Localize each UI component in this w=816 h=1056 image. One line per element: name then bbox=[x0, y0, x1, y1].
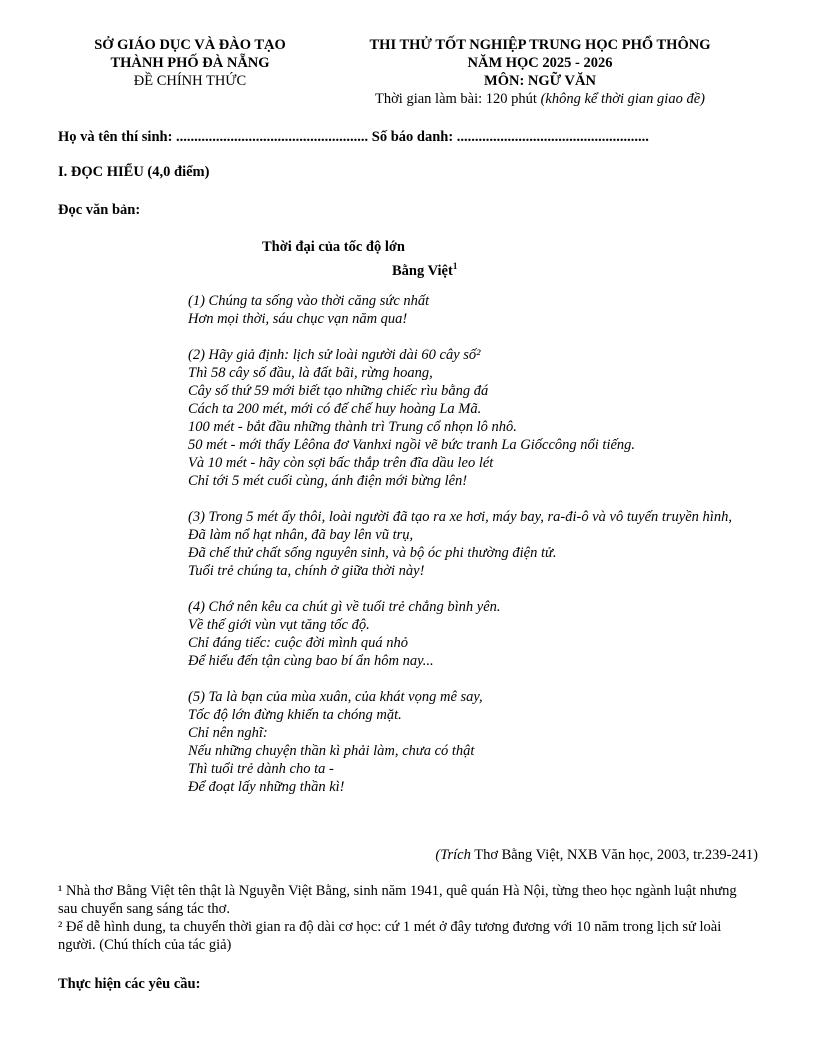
poem-line: Tốc độ lớn đừng khiến ta chóng mặt. bbox=[188, 707, 402, 723]
poem-line: Về thế giới vùn vụt tăng tốc độ. bbox=[188, 617, 370, 633]
poem-line: 100 mét - bắt đầu những thành trì Trung cổ nhọn lô nhô. bbox=[188, 419, 517, 435]
time-note: (không kể thời gian giao đề) bbox=[540, 91, 705, 107]
poem-line: Thì tuổi trẻ dành cho ta - bbox=[188, 761, 334, 777]
poem-line: (2) Hãy giả định: lịch sử loài người dài 60 cây số² bbox=[188, 347, 481, 363]
source-prefix: (Trích bbox=[435, 847, 471, 863]
poem-line: Tuổi trẻ chúng ta, chính ở giữa thời này! bbox=[188, 563, 425, 579]
poem-line: Chỉ đáng tiếc: cuộc đời mình quá nhỏ bbox=[188, 635, 408, 651]
school-year: NĂM HỌC 2025 - 2026 bbox=[467, 55, 613, 71]
poem-line: 50 mét - mới thấy Lêôna đơ Vanhxi ngồi vẽ bức tranh La Giốccông nổi tiếng. bbox=[188, 437, 636, 453]
poem-line: Để đoạt lấy những thần kì! bbox=[188, 779, 345, 795]
poem-line: Để hiểu đến tận cùng bao bí ẩn hôm nay... bbox=[188, 653, 434, 669]
poem-line: Hơn mọi thời, sáu chục vạn năm qua! bbox=[188, 311, 408, 327]
poem-line: (4) Chớ nên kêu ca chút gì về tuổi trẻ chẳng bình yên. bbox=[188, 599, 501, 615]
poem-line: Và 10 mét - hãy còn sợi bấc thắp trên đĩa dầu leo lét bbox=[188, 455, 494, 471]
poem-line: Thì 58 cây số đầu, là đất bãi, rừng hoang, bbox=[188, 365, 433, 381]
footnote-2: ² Để dễ hình dung, ta chuyển thời gian ra độ dài cơ học: cứ 1 mét ở đây tương đương với 10 năm trong lịch sử loài người. (Chú thích của tác giả) bbox=[58, 919, 722, 953]
official-label: ĐỀ CHÍNH THỨC bbox=[133, 73, 247, 89]
poem-line: Đã làm nổ hạt nhân, đã bay lên vũ trụ, bbox=[188, 527, 414, 543]
poem-line: Đã chế thử chất sống nguyên sinh, và bộ óc phi thường điện tử. bbox=[188, 545, 557, 561]
poem-line: (1) Chúng ta sống vào thời căng sức nhất bbox=[188, 293, 430, 309]
poem-body bbox=[188, 292, 763, 814]
stanza-2 bbox=[188, 346, 763, 490]
poem-line: Chỉ nên nghĩ: bbox=[188, 725, 268, 741]
header-right bbox=[330, 36, 750, 108]
read-label: Đọc văn bản: bbox=[58, 202, 141, 218]
candidate-info-line: Họ và tên thí sinh: ..................................................... Số báo danh: ..................................................... bbox=[58, 129, 649, 145]
stanza-4 bbox=[188, 598, 763, 670]
poem-title: Thời đại của tốc độ lớn bbox=[262, 239, 405, 255]
city-name: THÀNH PHỐ ĐÀ NẴNG bbox=[110, 55, 270, 71]
poem-line: Chỉ tới 5 mét cuối cùng, ánh điện mới bừng lên! bbox=[188, 473, 468, 489]
source-rest: Thơ Bằng Việt, NXB Văn học, 2003, tr.239-241) bbox=[470, 847, 758, 863]
footnote-1: ¹ Nhà thơ Bằng Việt tên thật là Nguyễn Việt Bằng, sinh năm 1941, quê quán Hà Nội, từng theo học ngành luật nhưng sau chuyển sang sáng tác thơ. bbox=[58, 883, 737, 917]
poem-author bbox=[392, 257, 457, 280]
header-left bbox=[40, 36, 340, 90]
stanza-3 bbox=[188, 508, 763, 580]
exam-title: THI THỬ TỐT NGHIỆP TRUNG HỌC PHỔ THÔNG bbox=[369, 37, 711, 53]
poem-line: Cách ta 200 mét, mới có đế chế huy hoàng La Mã. bbox=[188, 401, 482, 417]
tasks-label: Thực hiện các yêu cầu: bbox=[58, 976, 201, 992]
subject: MÔN: NGỮ VĂN bbox=[484, 73, 596, 89]
department-name: SỞ GIÁO DỤC VÀ ĐÀO TẠO bbox=[94, 37, 286, 53]
time-limit bbox=[330, 90, 750, 108]
poem-line: (5) Ta là bạn của mùa xuân, của khát vọng mê say, bbox=[188, 689, 483, 705]
time-text: Thời gian làm bài: 120 phút bbox=[375, 91, 541, 107]
author-footnote-mark: 1 bbox=[452, 261, 458, 271]
footnotes bbox=[58, 882, 758, 954]
stanza-1 bbox=[188, 292, 763, 328]
section-title: I. ĐỌC HIỂU (4,0 điểm) bbox=[58, 164, 210, 180]
stanza-5 bbox=[188, 688, 763, 796]
poem-source bbox=[435, 846, 758, 864]
author-name: Bằng Việt bbox=[392, 262, 453, 279]
poem-line: (3) Trong 5 mét ấy thôi, loài người đã tạo ra xe hơi, máy bay, ra-đi-ô và vô tuyến truyền hình, bbox=[188, 509, 732, 525]
poem-line: Nếu những chuyện thần kì phải làm, chưa có thật bbox=[188, 743, 475, 759]
poem-line: Cây số thứ 59 mới biết tạo những chiếc rìu bằng đá bbox=[188, 383, 489, 399]
